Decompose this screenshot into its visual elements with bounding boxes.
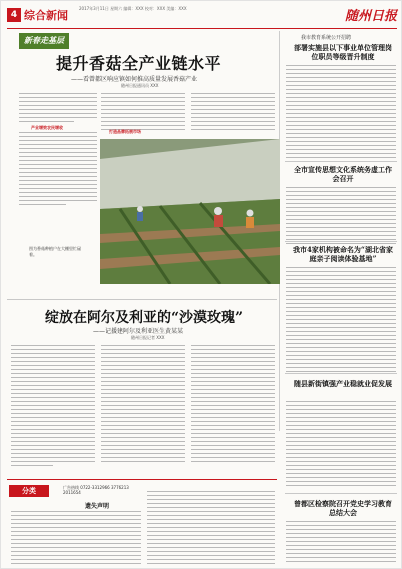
right-story1-title: 部署实施县以下事业单位管理岗位职员等级晋升制度 xyxy=(294,43,392,61)
lead-kicker: 新春走基层 xyxy=(19,33,69,49)
lead-body-col2 xyxy=(101,93,185,133)
right-story2-title: 全市宣传思想文化系统务虚工作会召开 xyxy=(294,165,392,183)
greenhouse-photo xyxy=(100,139,280,284)
right-story4-body xyxy=(286,401,396,489)
right-rule-3 xyxy=(285,373,397,374)
lower-body-col2 xyxy=(101,345,185,465)
lead-subheadline: ——看曾都区响应镇如何推高质量发展香菇产业 xyxy=(71,76,198,83)
lead-body-col3 xyxy=(191,93,275,133)
bottom-rule xyxy=(7,479,277,480)
newspaper-logo: 随州日报 xyxy=(344,9,397,24)
lead-byline: 随州日报通讯员 XXX xyxy=(121,83,159,88)
right-story3-title: 我市4家机构被命名为“湖北省家庭亲子阅读体验基地” xyxy=(293,245,393,263)
right-story4-title: 随县新街镇强产业稳就业促发展 xyxy=(294,379,392,388)
right-story3-body xyxy=(286,267,396,375)
classified-tag: 分类 xyxy=(9,485,49,497)
lead-subhead-1: 产业增效农民增收 xyxy=(31,125,63,130)
notice-title: 遗失声明 xyxy=(85,503,110,510)
lead-body-col1b xyxy=(19,132,97,208)
right-rule-1 xyxy=(285,161,397,162)
right-rule-4 xyxy=(285,493,397,494)
ad-hotline: 广告热线 0722-3312966 3776213 2011654 xyxy=(63,485,129,495)
lead-body-col1 xyxy=(19,93,97,125)
lower-rule xyxy=(7,299,277,300)
lower-byline: 随州日报记者 XXX xyxy=(131,335,165,340)
page-number: 4 xyxy=(7,8,21,22)
right-rule-2 xyxy=(285,241,397,242)
notice-body-left xyxy=(11,511,141,567)
page-meta: 2017年3月11日 星期六 编辑：XXX 校对：XXX 美编：XXX xyxy=(79,6,187,11)
masthead-rule xyxy=(7,28,397,29)
section-name: 综合新闻 xyxy=(24,9,68,22)
lower-body-col3 xyxy=(191,345,275,465)
right-story5-title: 曾都区检察院召开党史学习教育总结大会 xyxy=(294,499,392,517)
notice-body-right xyxy=(147,491,275,567)
right-kicker: 我市教育系统公开招聘 xyxy=(301,35,352,41)
lead-subhead-2: 打造品牌拓展市场 xyxy=(109,129,141,134)
lead-headline: 提升香菇全产业链水平 xyxy=(56,54,222,73)
right-story1-body xyxy=(286,65,396,161)
lower-headline: 绽放在阿尔及利亚的“沙漠玫瑰” xyxy=(45,310,244,326)
photo-caption: 图为香菇种植户在大棚里忙碌着。 xyxy=(29,246,81,257)
lower-subheadline: ——记援建阿尔及利亚医生黄某某 xyxy=(93,328,184,335)
right-story5-body xyxy=(286,521,396,565)
masthead xyxy=(7,5,397,27)
lower-body-col1 xyxy=(11,345,95,469)
right-story2-body xyxy=(286,187,396,247)
